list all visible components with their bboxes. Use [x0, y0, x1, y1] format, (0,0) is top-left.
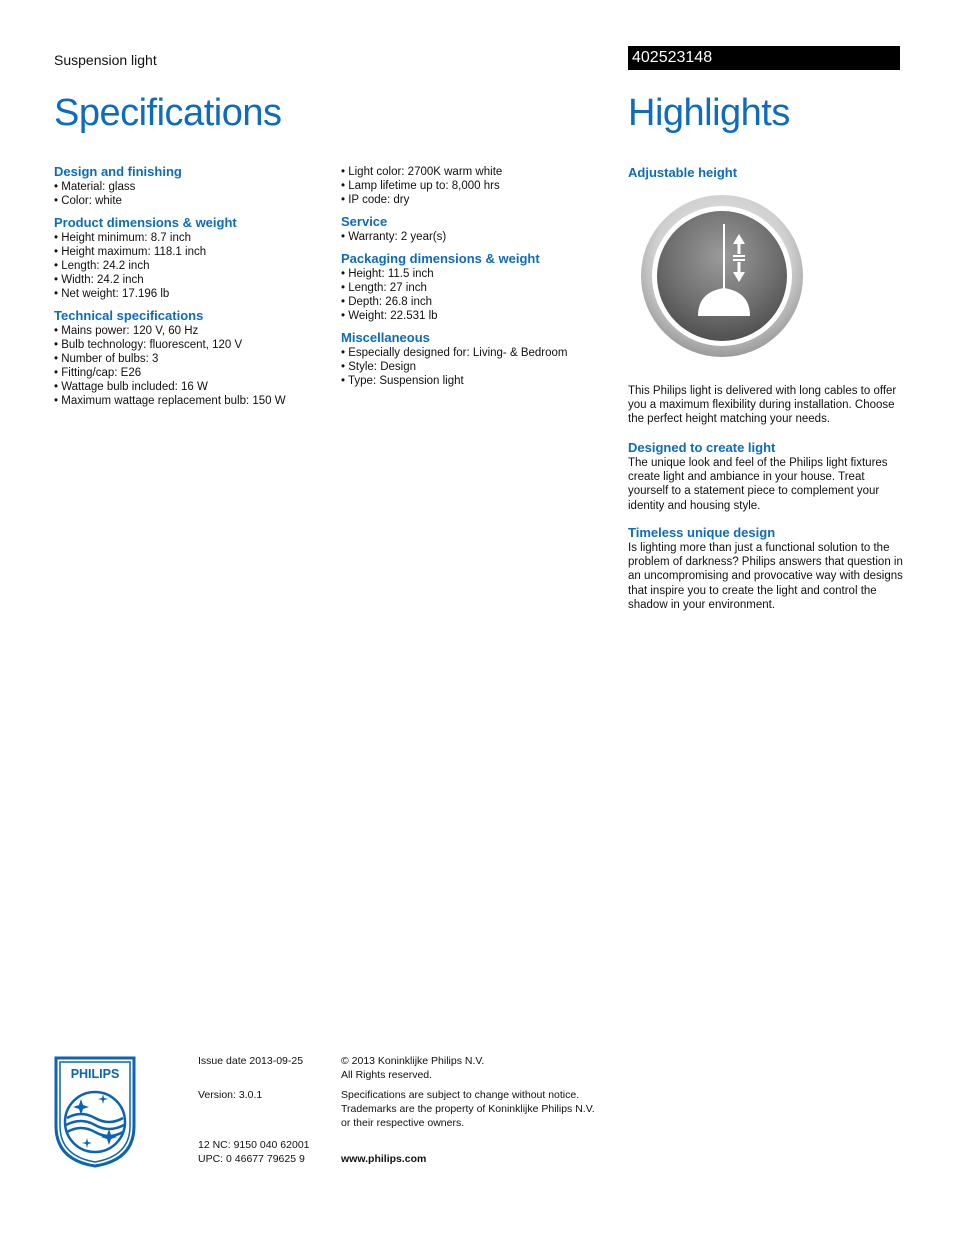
footer-copyright [341, 1054, 484, 1082]
highlights-title: Highlights [628, 92, 790, 134]
spec-item: • Wattage bulb included: 16 W [54, 380, 324, 394]
philips-shield-logo [54, 1056, 136, 1168]
spec-section-miscellaneous [341, 330, 611, 388]
footer-website-link[interactable]: www.philips.com [341, 1153, 427, 1165]
highlight-text: This Philips light is delivered with long cables to offer you a maximum flexibility during installation. Choose the perfect height matching your needs. [628, 385, 897, 426]
copyright-line: © 2013 Koninklijke Philips N.V. [341, 1055, 485, 1067]
spec-item: • Type: Suspension light [341, 374, 611, 388]
spec-heading: Service [341, 214, 388, 229]
spec-item: • Style: Design [341, 360, 611, 374]
spec-item: • Lamp lifetime up to: 8,000 hrs [341, 179, 611, 193]
spec-heading: Technical specifications [54, 308, 204, 323]
spec-section-technical [54, 308, 324, 408]
spec-item: • Height maximum: 118.1 inch [54, 245, 324, 259]
notice-line: Specifications are subject to change without notice. [341, 1089, 580, 1101]
notice-line: Trademarks are the property of Koninklijke Philips N.V. [341, 1103, 595, 1115]
spec-section-service [341, 214, 611, 244]
spec-item: • Warranty: 2 year(s) [341, 230, 611, 244]
highlight-text: Is lighting more than just a functional solution to the problem of darkness? Philips answers that question in an uncompromising and provocative way with designs that inspire you to create the light and control the shadow in your environment. [628, 542, 903, 611]
highlight-adjustable-height-text [628, 384, 903, 427]
spec-item: • IP code: dry [341, 193, 611, 207]
logo-wordmark: PHILIPS [70, 1067, 120, 1081]
spec-item: • Fitting/cap: E26 [54, 366, 324, 380]
footer-notice [341, 1088, 595, 1130]
highlight-text: The unique look and feel of the Philips light fixtures create light and ambiance in your house. Treat yourself to a statement piece to complement your identity and housing style. [628, 457, 888, 512]
spec-item: • Height: 11.5 inch [341, 267, 611, 281]
spec-heading: Miscellaneous [341, 330, 430, 345]
spec-item: • Height minimum: 8.7 inch [54, 231, 324, 245]
adjustable-height-icon [640, 194, 804, 358]
specifications-title: Specifications [54, 92, 282, 134]
spec-item: • Color: white [54, 194, 324, 208]
footer-upc: UPC: 0 46677 79625 9 [198, 1153, 305, 1165]
spec-item: • Especially designed for: Living- & Bedroom [341, 346, 611, 360]
spec-section-design [54, 164, 324, 208]
spec-item: • Weight: 22.531 lb [341, 309, 611, 323]
notice-line: or their respective owners. [341, 1117, 465, 1129]
highlight-timeless-unique-design [628, 525, 903, 612]
spec-item: • Material: glass [54, 180, 324, 194]
spec-item: • Depth: 26.8 inch [341, 295, 611, 309]
spec-heading: Design and finishing [54, 164, 182, 179]
product-code-bar [628, 46, 900, 70]
footer-12nc: 12 NC: 9150 040 62001 [198, 1139, 310, 1151]
footer-issue-date: Issue date 2013-09-25 [198, 1055, 304, 1067]
highlight-heading: Designed to create light [628, 440, 776, 455]
spec-item: • Width: 24.2 inch [54, 273, 324, 287]
spec-item: • Length: 27 inch [341, 281, 611, 295]
spec-item: • Length: 24.2 inch [54, 259, 324, 273]
spec-section-light-continued [341, 165, 611, 207]
product-code: 402523148 [632, 49, 713, 66]
copyright-line: All Rights reserved. [341, 1069, 433, 1081]
spec-section-packaging [341, 251, 611, 323]
product-category: Suspension light [54, 52, 157, 68]
spec-item: • Net weight: 17.196 lb [54, 287, 324, 301]
specs-column-2 [341, 165, 611, 395]
spec-section-dimensions [54, 215, 324, 301]
spec-item: • Maximum wattage replacement bulb: 150 W [54, 394, 324, 408]
specs-column-1 [54, 164, 324, 415]
highlight-heading: Timeless unique design [628, 525, 776, 540]
highlight-designed-to-create-light [628, 440, 903, 513]
spec-item: • Bulb technology: fluorescent, 120 V [54, 338, 324, 352]
spec-item: • Number of bulbs: 3 [54, 352, 324, 366]
spec-item: • Light color: 2700K warm white [341, 165, 611, 179]
spec-item: • Mains power: 120 V, 60 Hz [54, 324, 324, 338]
highlight-adjustable-height [628, 165, 903, 181]
highlight-heading: Adjustable height [628, 165, 738, 180]
spec-heading: Packaging dimensions & weight [341, 251, 540, 266]
footer-version: Version: 3.0.1 [198, 1089, 263, 1101]
spec-heading: Product dimensions & weight [54, 215, 237, 230]
